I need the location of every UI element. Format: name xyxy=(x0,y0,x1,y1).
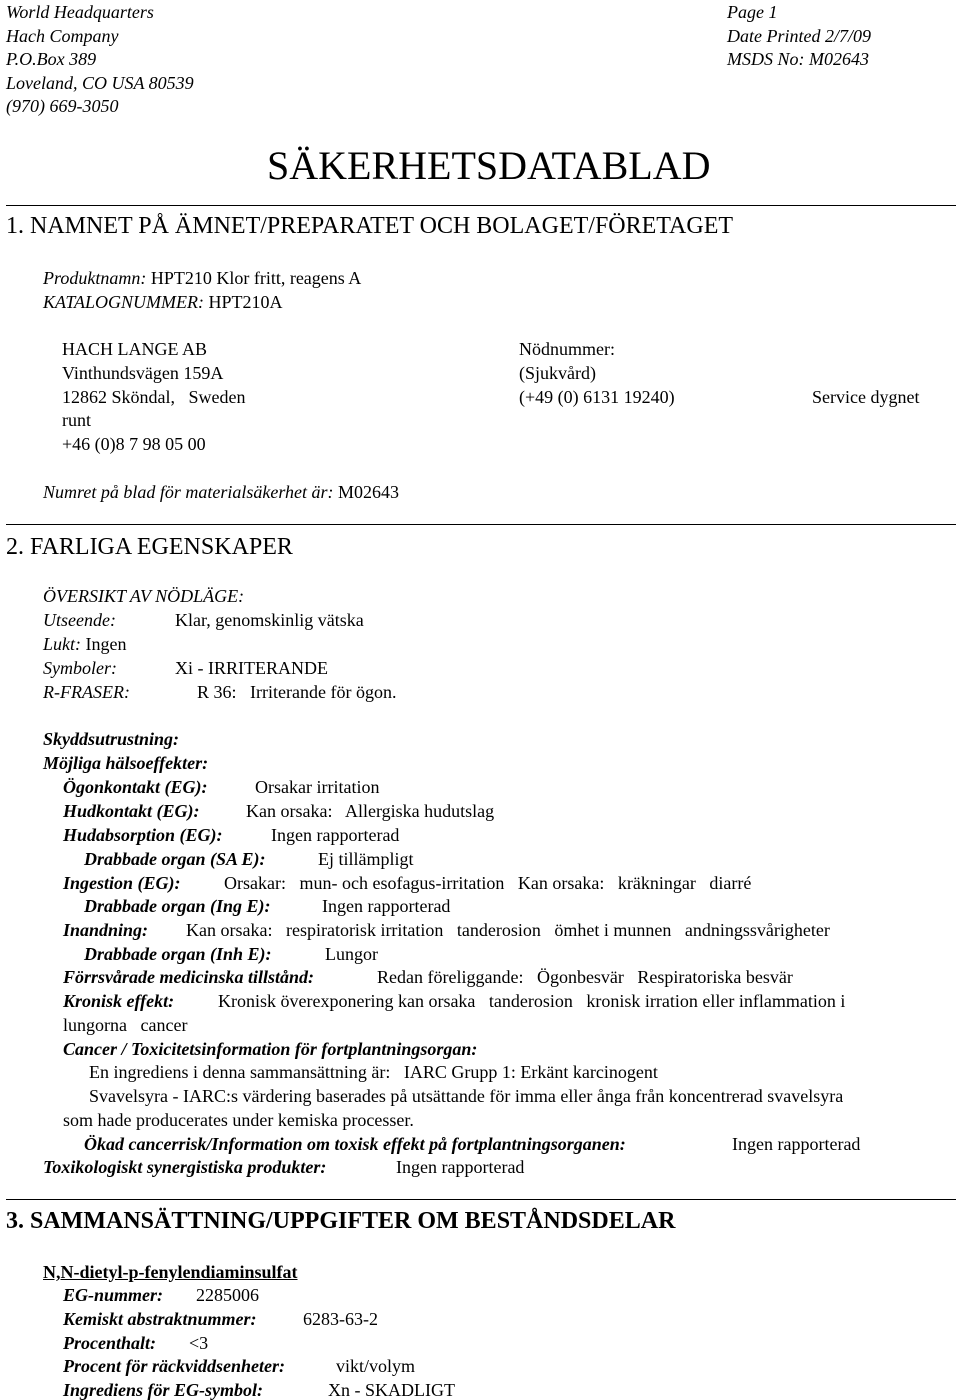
inhalation-value: Kan orsaka: respiratorisk irritation tanderosion ömhet i munnen andningssvårigheter xyxy=(186,920,830,940)
target-organs-ing-value: Ingen rapporterad xyxy=(322,896,451,916)
symbols-label: Symboler: xyxy=(43,658,117,678)
ingestion-value: Orsakar: mun- och esofagus-irritation Kan orsaka: kräkningar diarré xyxy=(224,873,752,893)
skin-absorption-value: Ingen rapporterad xyxy=(271,825,400,845)
ingestion-label: Ingestion (EG): xyxy=(63,873,181,893)
supplier-continuation: runt xyxy=(62,410,91,430)
target-organs-sa-value: Ej tillämpligt xyxy=(318,849,414,869)
msds-number: MSDS No: M02643 xyxy=(727,49,869,69)
odor-label: Lukt: xyxy=(43,634,81,654)
company-name-line: Hach Company xyxy=(6,26,119,46)
cancer-info-line: som hade producerates under kemiska processer. xyxy=(63,1110,414,1130)
ec-number-value: 2285006 xyxy=(196,1285,259,1305)
msds-ref-value: M02643 xyxy=(338,482,400,502)
chronic-effect-value: Kronisk överexponering kan orsaka tanderosion kronisk irration eller inflammation i xyxy=(218,991,846,1011)
ec-symbol-value: Xn - SKADLIGT xyxy=(328,1380,455,1400)
percent-value: <3 xyxy=(189,1333,209,1353)
msds-ref-row xyxy=(43,483,399,501)
odor-value: Ingen xyxy=(85,634,127,654)
inhalation-label: Inandning: xyxy=(63,920,149,940)
synergistic-products-label: Toxikologiskt synergistiska produkter: xyxy=(43,1157,327,1177)
section-2-heading: 2. FARLIGA EGENSKAPER xyxy=(6,534,293,560)
cancer-info-label: Cancer / Toxicitetsinformation för fortplantningsorgan: xyxy=(63,1039,478,1059)
emergency-overview-label: ÖVERSIKT AV NÖDLÄGE: xyxy=(43,586,245,606)
cas-number-label: Kemiskt abstraktnummer: xyxy=(63,1309,257,1329)
r-phrases-value: R 36: Irriterande för ögon. xyxy=(197,682,397,702)
synergistic-products-value: Ingen rapporterad xyxy=(396,1157,525,1177)
aggravated-conditions-label: Förrsvårade medicinska tillstånd: xyxy=(63,967,315,987)
skin-absorption-label: Hudabsorption (EG): xyxy=(63,825,223,845)
skin-contact-label: Hudkontakt (EG): xyxy=(63,801,200,821)
product-name-label: Produktnamn: xyxy=(43,268,147,288)
symbols-value: Xi - IRRITERANDE xyxy=(175,658,328,678)
cancer-info-line: En ingrediens i denna sammansättning är: IARC Grupp 1: Erkänt karcinogent xyxy=(89,1062,658,1082)
target-organs-ing-label: Drabbade organ (Ing E): xyxy=(84,896,271,916)
section-1-heading: 1. NAMNET PÅ ÄMNET/PREPARATET OCH BOLAGET/FÖRETAGET xyxy=(6,213,734,239)
company-name-line: World Headquarters xyxy=(6,2,154,22)
divider xyxy=(6,205,956,206)
catalog-number-row xyxy=(43,293,283,311)
odor-row xyxy=(43,635,126,653)
document-title: SÄKERHETSDATABLAD xyxy=(267,143,711,188)
r-phrases-label: R-FRASER: xyxy=(43,682,130,702)
emergency-label: Nödnummer: xyxy=(519,339,615,359)
ec-number-label: EG-nummer: xyxy=(63,1285,164,1305)
cancer-info-line: Svavelsyra - IARC:s värdering baserades på utsättande för imma eller ånga från koncentrerad svavelsyra xyxy=(89,1086,844,1106)
reproductive-effects-value: Ingen rapporterad xyxy=(732,1134,861,1154)
supplier-city: 12862 Sköndal, Sweden xyxy=(62,387,246,407)
skin-contact-value: Kan orsaka: Allergiska hudutslag xyxy=(246,801,495,821)
divider xyxy=(6,524,956,525)
supplier-street: Vinthundsvägen 159A xyxy=(62,363,224,383)
chronic-effect-continuation: lungorna cancer xyxy=(63,1015,188,1035)
product-name-row xyxy=(43,269,361,287)
company-address-line: P.O.Box 389 xyxy=(6,49,97,69)
health-effects-heading: Möjliga hälsoeffekter: xyxy=(43,753,209,773)
supplier-name: HACH LANGE AB xyxy=(62,339,208,359)
cas-number-value: 6283-63-2 xyxy=(303,1309,378,1329)
supplier-phone: +46 (0)8 7 98 05 00 xyxy=(62,434,206,454)
percent-unit-label: Procent för räckviddsenheter: xyxy=(63,1356,285,1376)
ingredient-name: N,N-dietyl-p-fenylendiaminsulfat xyxy=(43,1262,298,1282)
emergency-type: (Sjukvård) xyxy=(519,363,596,383)
divider xyxy=(6,1199,956,1200)
service-text: Service dygnet xyxy=(812,387,920,407)
company-phone-line: (970) 669-3050 xyxy=(6,96,119,116)
company-address-line: Loveland, CO USA 80539 xyxy=(6,73,194,93)
section-3-heading: 3. SAMMANSÄTTNING/UPPGIFTER OM BESTÅNDSDELAR xyxy=(6,1208,676,1234)
eye-contact-label: Ögonkontakt (EG): xyxy=(63,777,208,797)
page-number: Page 1 xyxy=(727,2,778,22)
catalog-number-label: KATALOGNUMMER: xyxy=(43,292,204,312)
msds-ref-label: Numret på blad för materialsäkerhet är: xyxy=(43,482,334,502)
appearance-value: Klar, genomskinlig vätska xyxy=(175,610,364,630)
chronic-effect-label: Kronisk effekt: xyxy=(63,991,175,1011)
eye-contact-value: Orsakar irritation xyxy=(255,777,380,797)
emergency-number: (+49 (0) 6131 19240) xyxy=(519,387,675,407)
product-name-value: HPT210 Klor fritt, reagens A xyxy=(150,268,362,288)
date-printed: Date Printed 2/7/09 xyxy=(727,26,871,46)
target-organs-sa-label: Drabbade organ (SA E): xyxy=(84,849,266,869)
percent-label: Procenthalt: xyxy=(63,1333,156,1353)
aggravated-conditions-value: Redan föreliggande: Ögonbesvär Respiratoriska besvär xyxy=(377,967,793,987)
target-organs-inh-label: Drabbade organ (Inh E): xyxy=(84,944,272,964)
catalog-number-value: HPT210A xyxy=(208,292,283,312)
reproductive-effects-label: Ökad cancerrisk/Information om toxisk effekt på fortplantningsorganen: xyxy=(84,1134,626,1154)
ec-symbol-label: Ingrediens för EG-symbol: xyxy=(63,1380,264,1400)
protection-heading: Skyddsutrustning: xyxy=(43,729,180,749)
percent-unit-value: vikt/volym xyxy=(336,1356,416,1376)
target-organs-inh-value: Lungor xyxy=(325,944,378,964)
appearance-label: Utseende: xyxy=(43,610,116,630)
